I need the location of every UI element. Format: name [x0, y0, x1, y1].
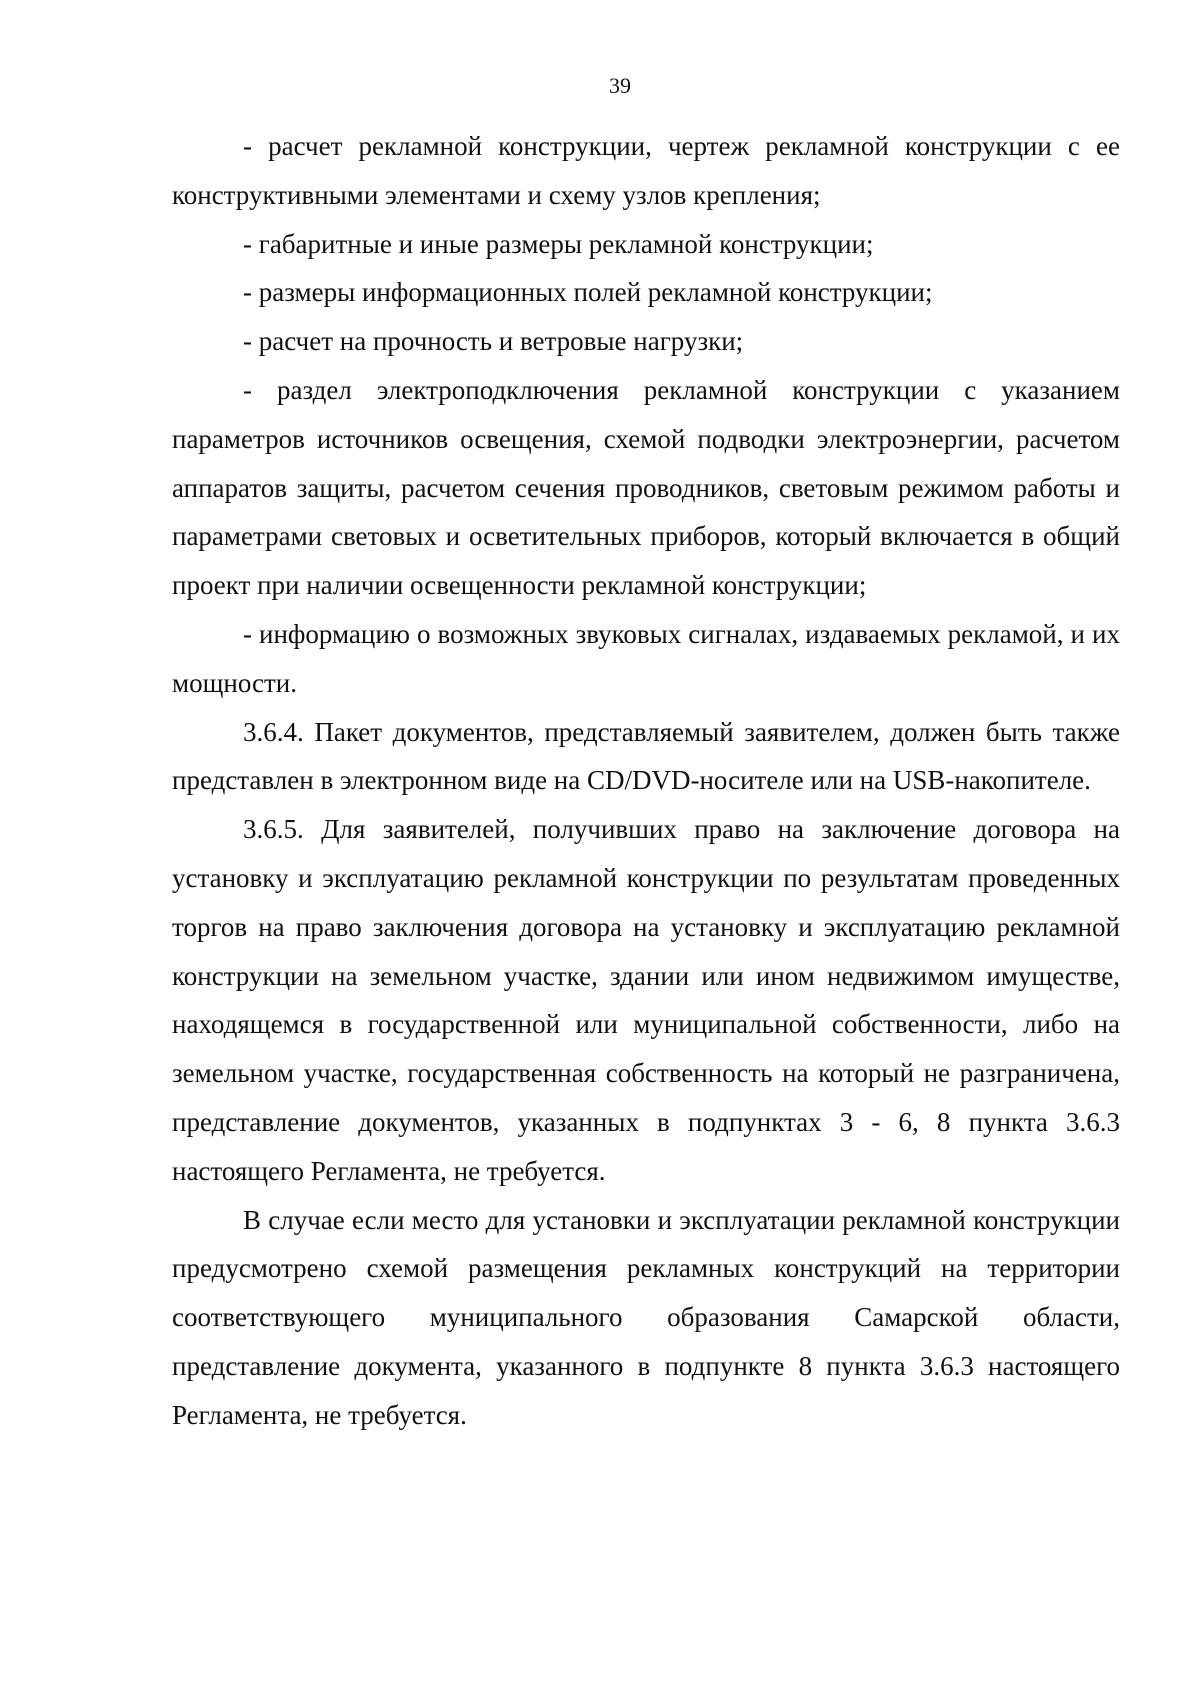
page-number: 39	[609, 73, 631, 98]
list-item-strength-wind-loads: - расчет на прочность и ветровые нагрузки;	[243, 326, 744, 357]
list-item-electrical-section: - раздел электроподключения рекламной конструкции с указанием параметров источников освещения, схемой подводки электроэнергии, расчетом аппаратов защиты, расчетом сечения проводников, световым режимом работы и параметрами световых и осветительных приборов, который включается в общий проект при наличии освещенности рекламной конструкции;	[172, 374, 1120, 601]
document-body	[172, 122, 1120, 1440]
list-item-sound-signals: - информацию о возможных звуковых сигналах, издаваемых рекламой, и их мощности.	[172, 618, 1120, 698]
list-item-calculation-drawing: - расчет рекламной конструкции, чертеж рекламной конструкции с ее конструктивными элементами и схему узлов крепления;	[172, 131, 1120, 210]
clause-3-6-5-continuation: В случае если место для установки и эксплуатации рекламной конструкции предусмотрено схемой размещения рекламных конструкций на территории соответствующего муниципального образования Самарской области, представление документа, указанного в подпункте 8 пункта 3.6.3 настоящего Регламента, не требуется.	[172, 1204, 1120, 1430]
list-item-information-fields: - размеры информационных полей рекламной конструкции;	[243, 277, 933, 308]
clause-3-6-4: 3.6.4. Пакет документов, представляемый заявителем, должен быть также представлен в электронном виде на CD/DVD-носителе или на USB-накопителе.	[172, 716, 1120, 796]
clause-3-6-5: 3.6.5. Для заявителей, получивших право на заключение договора на установку и эксплуатацию рекламной конструкции по результатам проведенных торгов на право заключения договора на установку и эксплуатацию рекламной конструкции на земельном участке, здании или ином недвижимом имуществе, находящемся в государственной или муниципальной собственности, либо на земельном участке, государственная собственность на который не разграничена, представление документов, указанных в подпунктах 3 - 6, 8 пункта 3.6.3 настоящего Регламента, не требуется.	[172, 814, 1120, 1186]
list-item-dimensions: - габаритные и иные размеры рекламной конструкции;	[243, 228, 874, 259]
